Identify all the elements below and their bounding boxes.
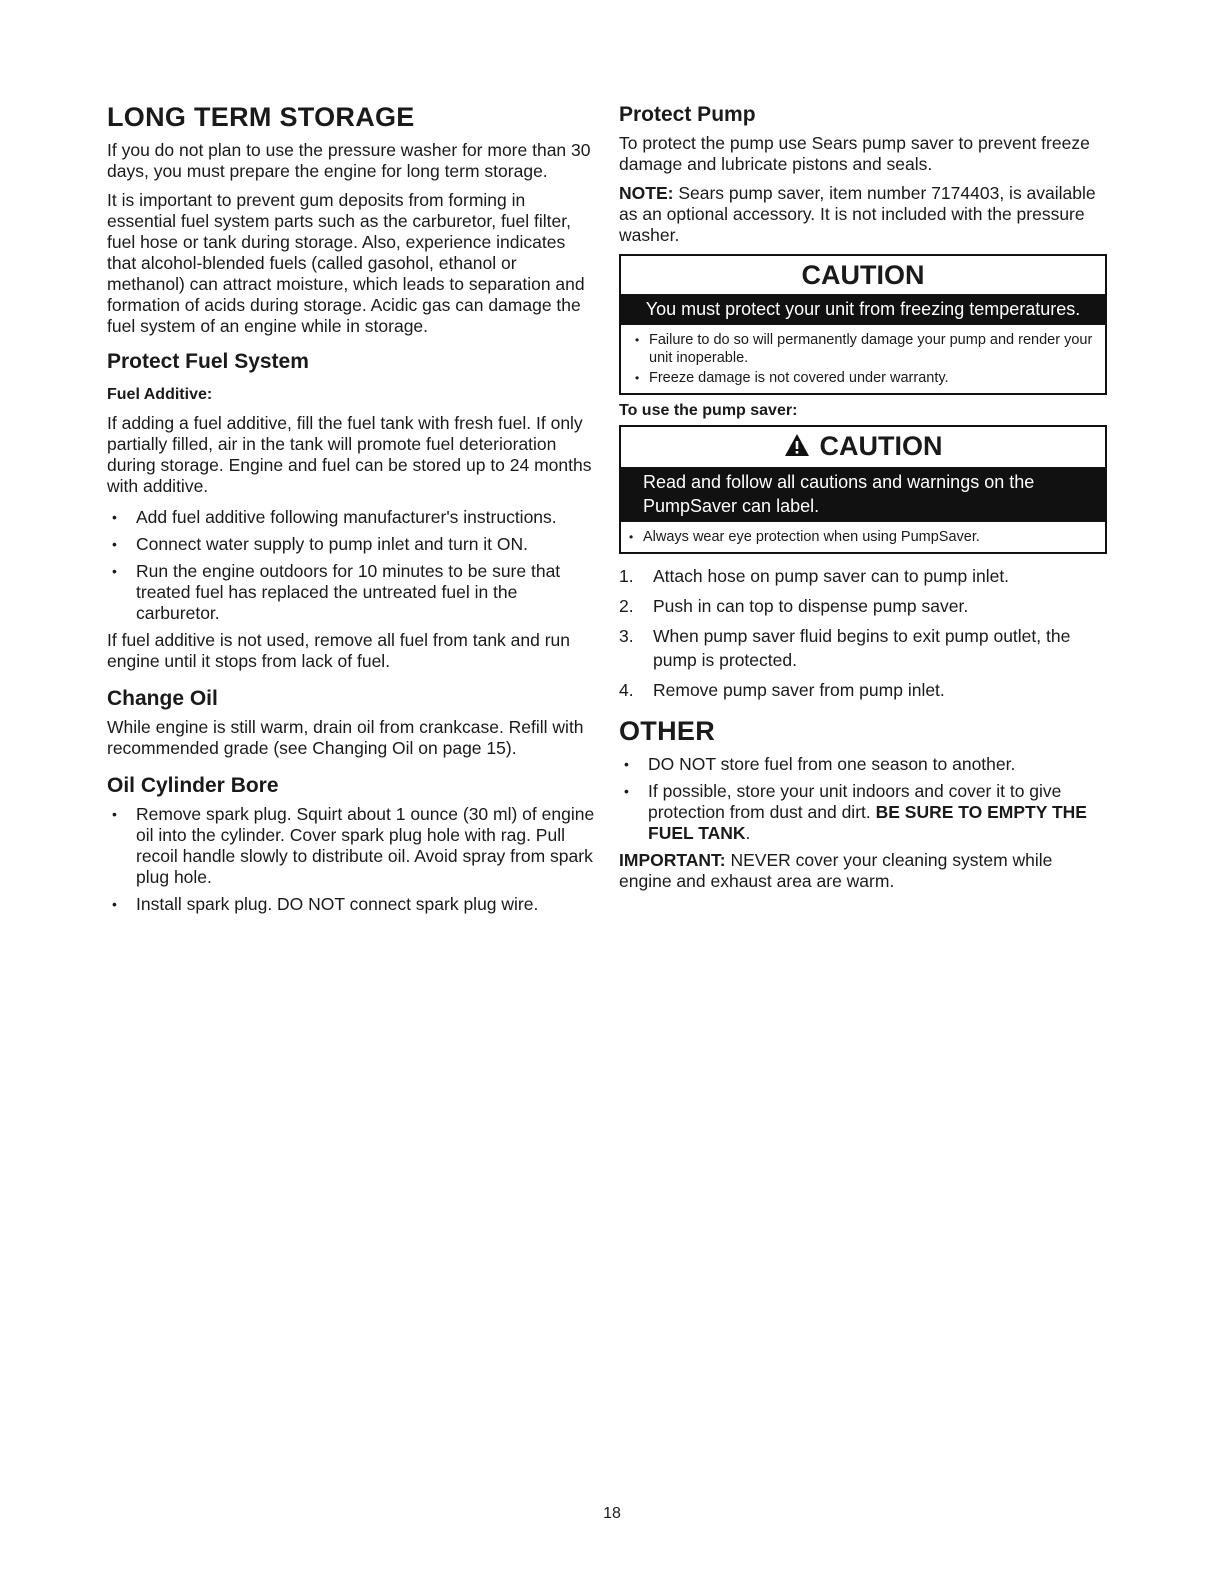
protect-pump-text: To protect the pump use Sears pump saver to prevent freeze damage and lubricate pistons and seals.	[619, 133, 1090, 174]
change-oil-text: While engine is still warm, drain oil from crankcase. Refill with recommended grade (see Changing Oil on page 15).	[107, 717, 584, 758]
right-column	[619, 100, 1107, 900]
caution-bar: You must protect your unit from freezing temperatures.	[621, 294, 1105, 325]
storage-intro-1: If you do not plan to use the pressure washer for more than 30 days, you must prepare the engine for long term storage.	[107, 140, 591, 181]
page-number: 18	[603, 1505, 621, 1522]
list-item: • Connect water supply to pump inlet and turn it ON.	[107, 534, 595, 555]
fuel-additive-heading: Fuel Additive:	[107, 386, 213, 403]
list-item: • DO NOT store fuel from one season to another.	[619, 754, 1107, 775]
cylinder-bore-list	[107, 804, 595, 915]
fuel-additive-text: If adding a fuel additive, fill the fuel tank with fresh fuel. If only partially filled, air in the tank will promote fuel deterioration during storage. Engine and fuel can be stored up to 24 months with additive.	[107, 413, 592, 496]
other-list	[619, 754, 1107, 844]
list-item: • If possible, store your unit indoors and cover it to give protection from dust and dirt. BE SURE TO EMPTY THE FUEL TANK.	[619, 781, 1107, 844]
caution-title: CAUTION	[801, 260, 925, 290]
list-item: 1. Attach hose on pump saver can to pump inlet.	[619, 566, 1010, 586]
important-label: IMPORTANT:	[619, 850, 726, 870]
caution-box-pumpsaver	[619, 425, 1107, 554]
list-item: 2. Push in can top to dispense pump saver.	[619, 596, 969, 616]
note-label: NOTE:	[619, 183, 674, 203]
caution-bar: Read and follow all cautions and warnings on the PumpSaver can label.	[621, 467, 1105, 522]
list-item: • Install spark plug. DO NOT connect spark plug wire.	[107, 894, 595, 915]
caution-list	[621, 522, 1105, 552]
pump-saver-steps	[619, 564, 1107, 702]
use-pump-saver-heading: To use the pump saver:	[619, 402, 798, 419]
fuel-no-additive-text: If fuel additive is not used, remove all fuel from tank and run engine until it stops from lack of fuel.	[107, 630, 571, 671]
warning-triangle-icon	[784, 431, 810, 465]
list-item: • Always wear eye protection when using PumpSaver.	[621, 528, 1099, 546]
list-item: • Run the engine outdoors for 10 minutes to be sure that treated fuel has replaced the untreated fuel in the carburetor.	[107, 561, 595, 624]
caution-box-freezing	[619, 254, 1107, 395]
list-item: • Add fuel additive following manufacturer's instructions.	[107, 507, 595, 528]
storage-intro-2: It is important to prevent gum deposits from forming in essential fuel system parts such as the carburetor, fuel filter, fuel hose or tank during storage. Also, experience indicates that alcohol-blended fuels (called gasohol, ethanol or methanol) can attract moisture, which leads to separation and formation of acids during storage. Acidic gas can damage the fuel system of an engine while in storage.	[107, 190, 585, 336]
protect-pump-heading: Protect Pump	[619, 103, 756, 126]
other-heading: OTHER	[619, 716, 715, 746]
note-text: Sears pump saver, item number 7174403, is available as an optional accessory. It is not included with the pressure washer.	[619, 183, 1096, 245]
important-paragraph	[619, 850, 1107, 892]
list-item: 3. When pump saver fluid begins to exit pump outlet, the pump is protected.	[619, 626, 1071, 670]
list-item: 4. Remove pump saver from pump inlet.	[619, 680, 945, 700]
protect-fuel-system-heading: Protect Fuel System	[107, 350, 309, 373]
left-column	[107, 100, 595, 921]
long-term-storage-heading: LONG TERM STORAGE	[107, 102, 415, 132]
note-paragraph	[619, 183, 1107, 246]
fuel-additive-list	[107, 507, 595, 624]
caution-list	[621, 325, 1105, 393]
list-item: • Failure to do so will permanently damage your pump and render your unit inoperable.	[627, 331, 1099, 367]
important-text: NEVER cover your cleaning system while engine and exhaust area are warm.	[619, 850, 1053, 891]
list-item: • Remove spark plug. Squirt about 1 ounce (30 ml) of engine oil into the cylinder. Cover spark plug hole with rag. Pull recoil handle slowly to distribute oil. Avoid spray from spark plug hole.	[107, 804, 595, 888]
oil-cylinder-bore-heading: Oil Cylinder Bore	[107, 774, 279, 797]
change-oil-heading: Change Oil	[107, 687, 218, 710]
list-item: • Freeze damage is not covered under warranty.	[627, 369, 1099, 387]
caution-title: CAUTION	[819, 431, 943, 461]
